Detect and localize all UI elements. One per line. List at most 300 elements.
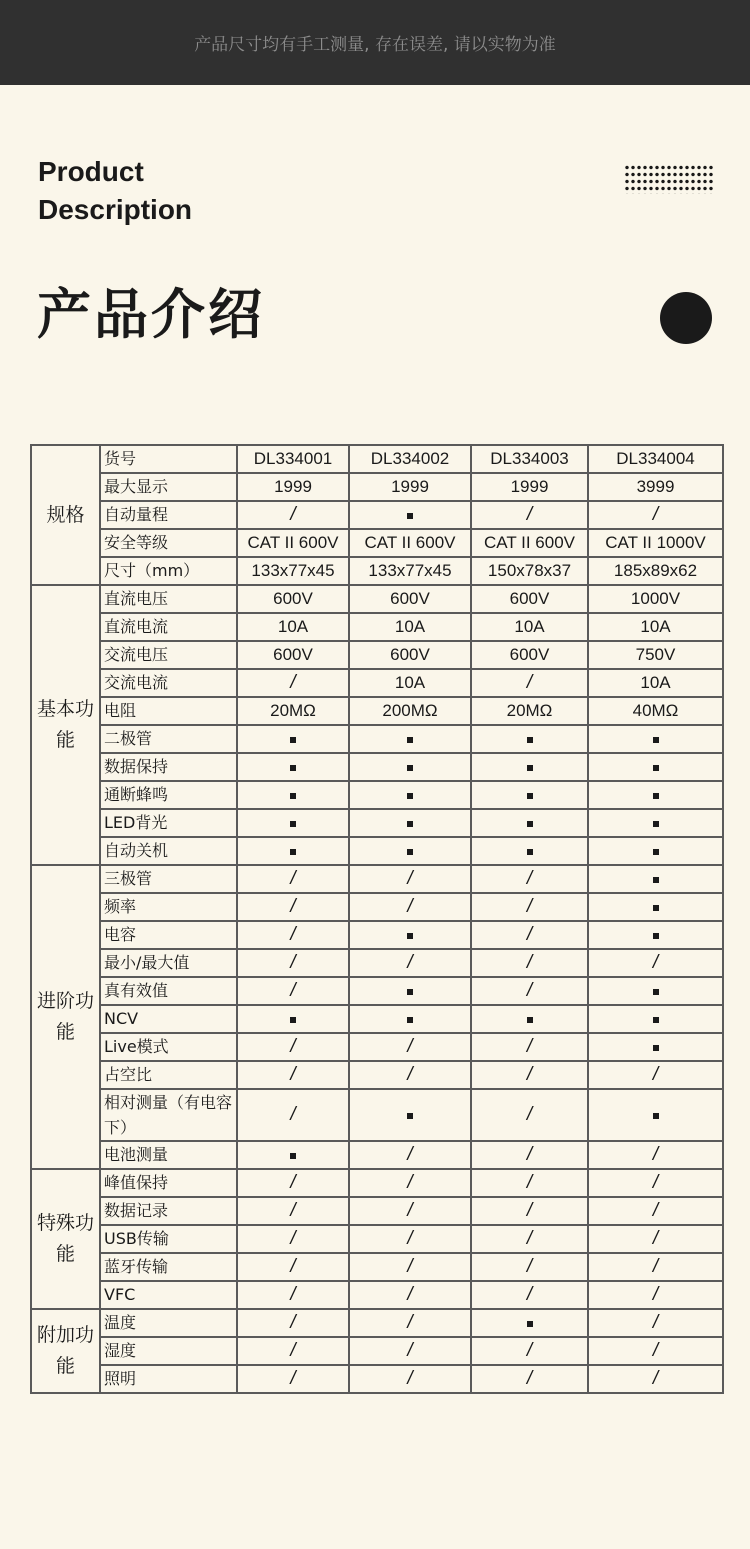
slash-mark-icon: / (652, 1256, 659, 1277)
square-mark-icon (653, 793, 659, 799)
table-row (31, 949, 723, 977)
value-cell: 600V (349, 585, 471, 613)
slash-mark-icon: / (526, 504, 533, 525)
not-supported-mark (349, 1169, 471, 1197)
slash-mark-icon: / (290, 952, 296, 973)
not-supported-mark (471, 1225, 588, 1253)
slash-mark-icon: / (407, 1144, 413, 1165)
feature-label: VFC (100, 1281, 237, 1309)
not-supported-mark (349, 1061, 471, 1089)
supported-mark (237, 753, 349, 781)
supported-mark (588, 1089, 723, 1141)
slash-mark-icon: / (407, 868, 413, 889)
table-row (31, 697, 723, 725)
not-supported-mark (471, 1169, 588, 1197)
feature-label: 自动量程 (100, 501, 237, 529)
feature-label: 尺寸（mm） (100, 557, 237, 585)
supported-mark (349, 921, 471, 949)
slash-mark-icon: / (526, 1200, 533, 1221)
not-supported-mark (588, 1197, 723, 1225)
value-cell: 185x89x62 (588, 557, 723, 585)
slash-mark-icon: / (407, 1200, 413, 1221)
supported-mark (237, 809, 349, 837)
not-supported-mark (471, 977, 588, 1005)
value-cell: 10A (349, 613, 471, 641)
supported-mark (588, 725, 723, 753)
supported-mark (588, 809, 723, 837)
slash-mark-icon: / (526, 1256, 533, 1277)
slash-mark-icon: / (652, 1200, 659, 1221)
table-row (31, 613, 723, 641)
value-cell: 1999 (471, 473, 588, 501)
slash-mark-icon: / (290, 1036, 296, 1057)
supported-mark (588, 753, 723, 781)
supported-mark (588, 921, 723, 949)
feature-label: 三极管 (100, 865, 237, 893)
not-supported-mark (237, 1337, 349, 1365)
slash-mark-icon: / (526, 924, 533, 945)
slash-mark-icon: / (652, 504, 659, 525)
not-supported-mark (471, 1061, 588, 1089)
not-supported-mark (588, 501, 723, 529)
feature-label: 交流电流 (100, 669, 237, 697)
value-cell: DL334004 (588, 445, 723, 473)
square-mark-icon (653, 821, 659, 827)
slash-mark-icon: / (652, 1228, 659, 1249)
table-row (31, 1365, 723, 1393)
slash-mark-icon: / (290, 1312, 296, 1333)
slash-mark-icon: / (526, 672, 533, 693)
table-row (31, 669, 723, 697)
group-label: 特殊功能 (31, 1169, 100, 1309)
square-mark-icon (407, 821, 413, 827)
slash-mark-icon: / (407, 1036, 413, 1057)
slash-mark-icon: / (290, 1368, 296, 1389)
supported-mark (588, 977, 723, 1005)
slash-mark-icon: / (407, 1172, 413, 1193)
not-supported-mark (471, 669, 588, 697)
table-row (31, 1141, 723, 1169)
not-supported-mark (237, 1169, 349, 1197)
value-cell: 133x77x45 (237, 557, 349, 585)
title-chinese: 产品介绍 (37, 283, 265, 346)
square-mark-icon (527, 849, 533, 855)
not-supported-mark (237, 1197, 349, 1225)
slash-mark-icon: / (407, 1340, 413, 1361)
value-cell: DL334001 (237, 445, 349, 473)
table-row (31, 921, 723, 949)
slash-mark-icon: / (290, 1284, 296, 1305)
square-mark-icon (290, 1153, 296, 1159)
not-supported-mark (349, 1141, 471, 1169)
value-cell: 40MΩ (588, 697, 723, 725)
not-supported-mark (588, 1169, 723, 1197)
not-supported-mark (471, 921, 588, 949)
feature-label: 蓝牙传输 (100, 1253, 237, 1281)
feature-label: 电容 (100, 921, 237, 949)
feature-label: 通断蜂鸣 (100, 781, 237, 809)
slash-mark-icon: / (290, 672, 296, 693)
slash-mark-icon: / (407, 952, 413, 973)
table-row (31, 753, 723, 781)
square-mark-icon (407, 737, 413, 743)
not-supported-mark (588, 1141, 723, 1169)
supported-mark (349, 725, 471, 753)
feature-label: USB传输 (100, 1225, 237, 1253)
slash-mark-icon: / (290, 896, 296, 917)
slash-mark-icon: / (290, 924, 296, 945)
not-supported-mark (237, 949, 349, 977)
slash-mark-icon: / (290, 868, 296, 889)
supported-mark (349, 1089, 471, 1141)
feature-label: 直流电流 (100, 613, 237, 641)
dot-grid-decoration (624, 164, 714, 194)
value-cell: 150x78x37 (471, 557, 588, 585)
value-cell: CAT II 600V (237, 529, 349, 557)
table-row (31, 1033, 723, 1061)
slash-mark-icon: / (526, 952, 533, 973)
value-cell: 10A (237, 613, 349, 641)
feature-label: 占空比 (100, 1061, 237, 1089)
value-cell: 1999 (349, 473, 471, 501)
square-mark-icon (527, 1017, 533, 1023)
slash-mark-icon: / (407, 1284, 413, 1305)
supported-mark (237, 725, 349, 753)
not-supported-mark (471, 1253, 588, 1281)
value-cell: 1000V (588, 585, 723, 613)
not-supported-mark (237, 1061, 349, 1089)
table-row (31, 445, 723, 473)
not-supported-mark (237, 865, 349, 893)
table-row (31, 1337, 723, 1365)
not-supported-mark (237, 921, 349, 949)
value-cell: DL334003 (471, 445, 588, 473)
feature-label: 二极管 (100, 725, 237, 753)
slash-mark-icon: / (526, 980, 533, 1001)
black-circle-decoration (660, 292, 712, 344)
supported-mark (349, 753, 471, 781)
table-row (31, 865, 723, 893)
not-supported-mark (237, 1309, 349, 1337)
feature-label: 安全等级 (100, 529, 237, 557)
table-row (31, 837, 723, 865)
square-mark-icon (407, 513, 413, 519)
not-supported-mark (588, 1061, 723, 1089)
feature-label: 频率 (100, 893, 237, 921)
slash-mark-icon: / (526, 1064, 533, 1085)
value-cell: 600V (237, 641, 349, 669)
supported-mark (349, 501, 471, 529)
not-supported-mark (588, 1337, 723, 1365)
slash-mark-icon: / (652, 1064, 659, 1085)
square-mark-icon (407, 1113, 413, 1119)
not-supported-mark (471, 949, 588, 977)
value-cell: DL334002 (349, 445, 471, 473)
supported-mark (588, 1033, 723, 1061)
square-mark-icon (653, 1017, 659, 1023)
slash-mark-icon: / (290, 1256, 296, 1277)
slash-mark-icon: / (290, 1064, 296, 1085)
value-cell: 20MΩ (471, 697, 588, 725)
feature-label: 直流电压 (100, 585, 237, 613)
not-supported-mark (237, 669, 349, 697)
slash-mark-icon: / (407, 1256, 413, 1277)
feature-label: 湿度 (100, 1337, 237, 1365)
slash-mark-icon: / (526, 1144, 533, 1165)
square-mark-icon (653, 737, 659, 743)
supported-mark (471, 837, 588, 865)
square-mark-icon (407, 933, 413, 939)
not-supported-mark (237, 1033, 349, 1061)
square-mark-icon (407, 793, 413, 799)
square-mark-icon (653, 1045, 659, 1051)
supported-mark (237, 837, 349, 865)
value-cell: 10A (349, 669, 471, 697)
not-supported-mark (471, 1197, 588, 1225)
square-mark-icon (290, 821, 296, 827)
square-mark-icon (527, 821, 533, 827)
supported-mark (588, 1005, 723, 1033)
title-english-line-1: Product (38, 156, 144, 187)
feature-label: 最小/最大值 (100, 949, 237, 977)
supported-mark (471, 725, 588, 753)
value-cell: 600V (349, 641, 471, 669)
slash-mark-icon: / (526, 1340, 533, 1361)
table-row (31, 1061, 723, 1089)
not-supported-mark (588, 1309, 723, 1337)
table-row (31, 1281, 723, 1309)
supported-mark (349, 837, 471, 865)
not-supported-mark (471, 1365, 588, 1393)
supported-mark (349, 781, 471, 809)
group-label: 进阶功能 (31, 865, 100, 1169)
supported-mark (588, 865, 723, 893)
feature-label: 最大显示 (100, 473, 237, 501)
table-row (31, 809, 723, 837)
not-supported-mark (349, 1365, 471, 1393)
square-mark-icon (290, 793, 296, 799)
not-supported-mark (471, 1033, 588, 1061)
table-row (31, 781, 723, 809)
not-supported-mark (471, 1089, 588, 1141)
square-mark-icon (407, 765, 413, 771)
not-supported-mark (349, 1281, 471, 1309)
slash-mark-icon: / (407, 1064, 413, 1085)
not-supported-mark (471, 1337, 588, 1365)
group-label: 附加功能 (31, 1309, 100, 1393)
feature-label: 相对测量（有电容下） (100, 1089, 237, 1141)
slash-mark-icon: / (290, 1104, 296, 1125)
slash-mark-icon: / (526, 1368, 533, 1389)
not-supported-mark (237, 1253, 349, 1281)
not-supported-mark (349, 1225, 471, 1253)
square-mark-icon (527, 737, 533, 743)
not-supported-mark (349, 1197, 471, 1225)
title-english-line-2: Description (38, 194, 193, 225)
supported-mark (471, 809, 588, 837)
slash-mark-icon: / (290, 1200, 296, 1221)
not-supported-mark (588, 1253, 723, 1281)
not-supported-mark (349, 865, 471, 893)
table-row (31, 1169, 723, 1197)
table-row (31, 529, 723, 557)
slash-mark-icon: / (290, 1340, 296, 1361)
square-mark-icon (527, 793, 533, 799)
supported-mark (237, 1141, 349, 1169)
supported-mark (471, 753, 588, 781)
group-label: 规格 (31, 445, 100, 585)
square-mark-icon (407, 989, 413, 995)
not-supported-mark (237, 1365, 349, 1393)
not-supported-mark (588, 949, 723, 977)
square-mark-icon (407, 1017, 413, 1023)
not-supported-mark (588, 1281, 723, 1309)
not-supported-mark (237, 893, 349, 921)
slash-mark-icon: / (290, 1172, 296, 1193)
slash-mark-icon: / (290, 1228, 296, 1249)
group-label: 基本功能 (31, 585, 100, 865)
table-row (31, 893, 723, 921)
slash-mark-icon: / (652, 1284, 659, 1305)
slash-mark-icon: / (652, 952, 659, 973)
slash-mark-icon: / (526, 1036, 533, 1057)
supported-mark (237, 1005, 349, 1033)
table-row (31, 1253, 723, 1281)
square-mark-icon (653, 905, 659, 911)
not-supported-mark (349, 1033, 471, 1061)
not-supported-mark (471, 1141, 588, 1169)
value-cell: 200MΩ (349, 697, 471, 725)
not-supported-mark (349, 893, 471, 921)
feature-label: 温度 (100, 1309, 237, 1337)
top-banner (0, 0, 750, 85)
slash-mark-icon: / (407, 1312, 413, 1333)
slash-mark-icon: / (652, 1368, 659, 1389)
feature-label: 货号 (100, 445, 237, 473)
table-row (31, 1225, 723, 1253)
value-cell: 750V (588, 641, 723, 669)
spec-table (30, 444, 724, 1394)
value-cell: 10A (588, 613, 723, 641)
square-mark-icon (290, 1017, 296, 1023)
table-row (31, 473, 723, 501)
not-supported-mark (349, 1309, 471, 1337)
table-row (31, 1005, 723, 1033)
slash-mark-icon: / (652, 1172, 659, 1193)
supported-mark (471, 1005, 588, 1033)
value-cell: 600V (237, 585, 349, 613)
square-mark-icon (653, 849, 659, 855)
feature-label: 电阻 (100, 697, 237, 725)
square-mark-icon (407, 849, 413, 855)
not-supported-mark (471, 865, 588, 893)
slash-mark-icon: / (652, 1312, 659, 1333)
table-row (31, 1089, 723, 1141)
slash-mark-icon: / (526, 1172, 533, 1193)
slash-mark-icon: / (652, 1340, 659, 1361)
feature-label: 数据保持 (100, 753, 237, 781)
feature-label: LED背光 (100, 809, 237, 837)
not-supported-mark (349, 949, 471, 977)
feature-label: NCV (100, 1005, 237, 1033)
table-row (31, 725, 723, 753)
value-cell: CAT II 600V (471, 529, 588, 557)
value-cell: 10A (471, 613, 588, 641)
square-mark-icon (527, 1321, 533, 1327)
slash-mark-icon: / (652, 1144, 659, 1165)
supported-mark (349, 1005, 471, 1033)
not-supported-mark (237, 977, 349, 1005)
square-mark-icon (653, 989, 659, 995)
not-supported-mark (471, 1281, 588, 1309)
square-mark-icon (527, 765, 533, 771)
value-cell: 600V (471, 641, 588, 669)
supported-mark (588, 893, 723, 921)
slash-mark-icon: / (526, 1228, 533, 1249)
value-cell: 3999 (588, 473, 723, 501)
table-row (31, 501, 723, 529)
supported-mark (237, 781, 349, 809)
not-supported-mark (471, 893, 588, 921)
feature-label: 数据记录 (100, 1197, 237, 1225)
supported-mark (349, 809, 471, 837)
not-supported-mark (471, 501, 588, 529)
value-cell: CAT II 1000V (588, 529, 723, 557)
square-mark-icon (290, 765, 296, 771)
slash-mark-icon: / (526, 1104, 533, 1125)
table-row (31, 1197, 723, 1225)
not-supported-mark (349, 1253, 471, 1281)
slash-mark-icon: / (290, 504, 296, 525)
feature-label: 交流电压 (100, 641, 237, 669)
square-mark-icon (290, 849, 296, 855)
feature-label: 自动关机 (100, 837, 237, 865)
supported-mark (471, 781, 588, 809)
feature-label: 电池测量 (100, 1141, 237, 1169)
banner-text: 产品尺寸均有手工测量, 存在误差, 请以实物为准 (194, 35, 556, 55)
not-supported-mark (237, 1225, 349, 1253)
supported-mark (588, 781, 723, 809)
slash-mark-icon: / (407, 896, 413, 917)
feature-label: 照明 (100, 1365, 237, 1393)
value-cell: 20MΩ (237, 697, 349, 725)
feature-label: 峰值保持 (100, 1169, 237, 1197)
table-row (31, 641, 723, 669)
not-supported-mark (237, 501, 349, 529)
not-supported-mark (237, 1089, 349, 1141)
slash-mark-icon: / (407, 1368, 413, 1389)
slash-mark-icon: / (526, 868, 533, 889)
not-supported-mark (588, 1365, 723, 1393)
feature-label: Live模式 (100, 1033, 237, 1061)
value-cell: 1999 (237, 473, 349, 501)
slash-mark-icon: / (526, 1284, 533, 1305)
value-cell: 600V (471, 585, 588, 613)
slash-mark-icon: / (526, 896, 533, 917)
table-row (31, 585, 723, 613)
not-supported-mark (237, 1281, 349, 1309)
not-supported-mark (588, 1225, 723, 1253)
table-row (31, 557, 723, 585)
square-mark-icon (290, 737, 296, 743)
supported-mark (471, 1309, 588, 1337)
slash-mark-icon: / (290, 980, 296, 1001)
square-mark-icon (653, 877, 659, 883)
table-row (31, 977, 723, 1005)
supported-mark (349, 977, 471, 1005)
value-cell: 10A (588, 669, 723, 697)
square-mark-icon (653, 933, 659, 939)
